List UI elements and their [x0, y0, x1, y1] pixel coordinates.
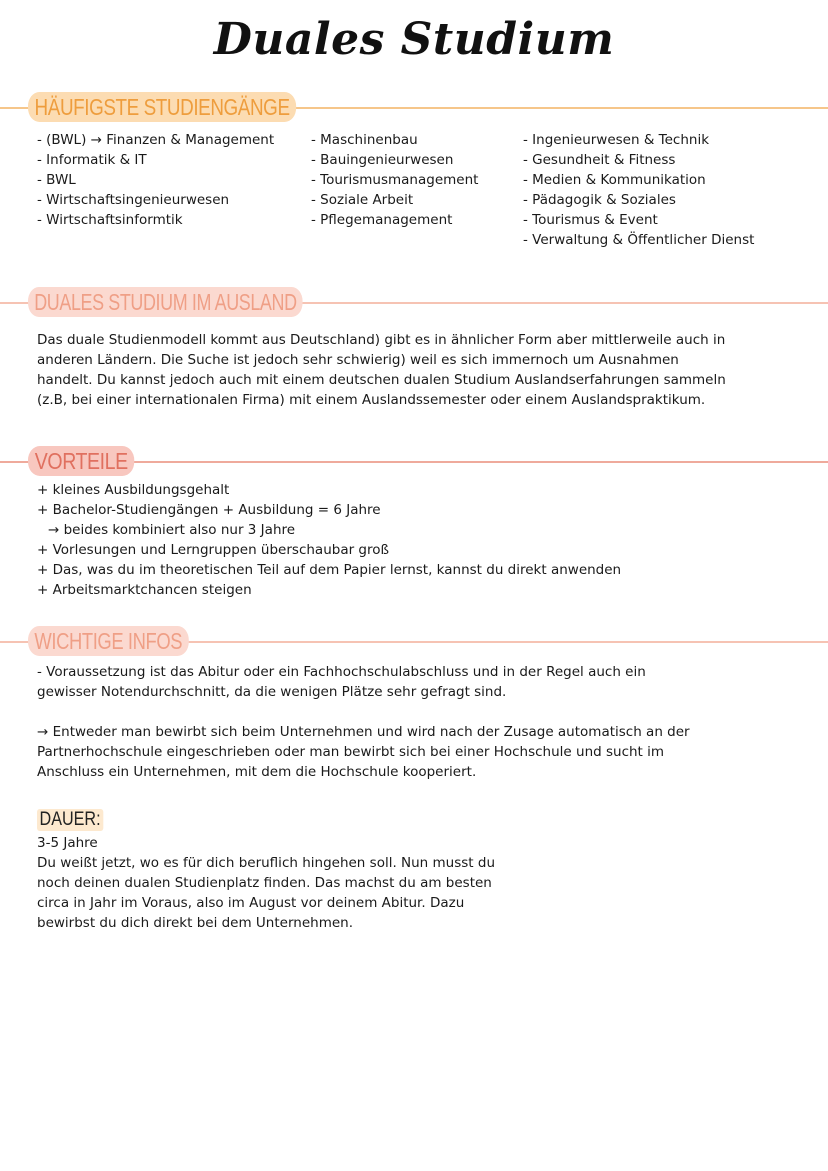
- list-item: - Tourismus & Event: [523, 212, 658, 228]
- studiengaenge-column-3: [523, 130, 754, 250]
- text-line: Du weißt jetzt, wo es für dich beruflich hingehen soll. Nun musst du: [37, 855, 496, 871]
- text-line: gewisser Notendurchschnitt, da die wenigen Plätze sehr gefragt sind.: [37, 684, 507, 700]
- text-line: anderen Ländern. Die Suche ist jedoch sehr schwierig) weil es sich immernoch um Ausnahmen: [37, 352, 679, 368]
- studiengaenge-column-1: [37, 130, 274, 230]
- list-item: - Maschinenbau: [311, 132, 418, 148]
- text-line: → Entweder man bewirbt sich beim Unternehmen und wird nach der Zusage automatisch an der: [37, 724, 690, 740]
- text-line: Das duale Studienmodell kommt aus Deutschland) gibt es in ähnlicher Form aber mittlerweile auch in: [37, 332, 726, 348]
- list-item: + Vorlesungen und Lerngruppen überschaubar groß: [37, 542, 390, 558]
- list-item: → beides kombiniert also nur 3 Jahre: [48, 522, 296, 538]
- text-line: 3-5 Jahre: [37, 835, 98, 851]
- list-item: - Gesundheit & Fitness: [523, 152, 676, 168]
- text-line: Partnerhochschule eingeschrieben oder man bewirbt sich bei einer Hochschule und sucht im: [37, 744, 665, 760]
- ausland-paragraph: [37, 330, 726, 410]
- section-header-studiengaenge: [0, 92, 828, 122]
- list-item: + Das, was du im theoretischen Teil auf dem Papier lernst, kannst du direkt anwenden: [37, 562, 622, 578]
- list-item: - Medien & Kommunikation: [523, 172, 706, 188]
- studiengaenge-column-2: [311, 130, 478, 230]
- text-line: (z.B, bei einer internationalen Firma) mit einem Auslandssemester oder einem Auslandspraktikum.: [37, 392, 706, 408]
- section-heading-ausland: DUALES STUDIUM IM AUSLAND: [28, 287, 303, 317]
- list-item: - Verwaltung & Öffentlicher Dienst: [523, 232, 755, 248]
- list-item: + Bachelor-Studiengängen + Ausbildung = 6 Jahre: [37, 502, 381, 518]
- infos-paragraph-1: [37, 662, 646, 702]
- section-header-ausland: [0, 287, 828, 317]
- list-item: - Wirtschaftsingenieurwesen: [37, 192, 230, 208]
- text-line: circa in Jahr im Voraus, also im August vor deinem Abitur. Dazu: [37, 895, 465, 911]
- list-item: - Soziale Arbeit: [311, 192, 414, 208]
- text-line: Anschluss ein Unternehmen, mit dem die Hochschule kooperiert.: [37, 764, 477, 780]
- section-heading-vorteile: VORTEILE: [28, 446, 135, 476]
- list-item: - (BWL) → Finanzen & Management: [37, 132, 275, 148]
- list-item: - Informatik & IT: [37, 152, 147, 168]
- vorteile-list: [37, 480, 621, 600]
- section-header-vorteile: [0, 446, 828, 476]
- section-header-infos: [0, 626, 828, 656]
- section-heading-studiengaenge: HÄUFIGSTE STUDIENGÄNGE: [28, 92, 296, 122]
- section-heading-infos: WICHTIGE INFOS: [28, 626, 189, 656]
- list-item: - Wirtschaftsinformtik: [37, 212, 183, 228]
- list-item: - Pflegemanagement: [311, 212, 453, 228]
- list-item: + Arbeitsmarktchancen steigen: [37, 582, 252, 598]
- dauer-paragraph: [37, 833, 495, 933]
- text-line: bewirbst du dich direkt bei dem Unternehmen.: [37, 915, 353, 931]
- page-title: Duales Studium: [213, 14, 615, 65]
- list-item: - Bauingenieurwesen: [311, 152, 454, 168]
- list-item: - Tourismusmanagement: [311, 172, 479, 188]
- list-item: - BWL: [37, 172, 76, 188]
- infos-paragraph-2: [37, 722, 690, 782]
- text-line: - Voraussetzung ist das Abitur oder ein Fachhochschulabschluss und in der Regel auch ein: [37, 664, 646, 680]
- text-line: handelt. Du kannst jedoch auch mit einem deutschen dualen Studium Auslandserfahrungen sammeln: [37, 372, 726, 388]
- list-item: - Pädagogik & Soziales: [523, 192, 676, 208]
- dauer-heading: DAUER:: [37, 809, 103, 831]
- text-line: noch deinen dualen Studienplatz finden. Das machst du am besten: [37, 875, 492, 891]
- list-item: + kleines Ausbildungsgehalt: [37, 482, 230, 498]
- list-item: - Ingenieurwesen & Technik: [523, 132, 710, 148]
